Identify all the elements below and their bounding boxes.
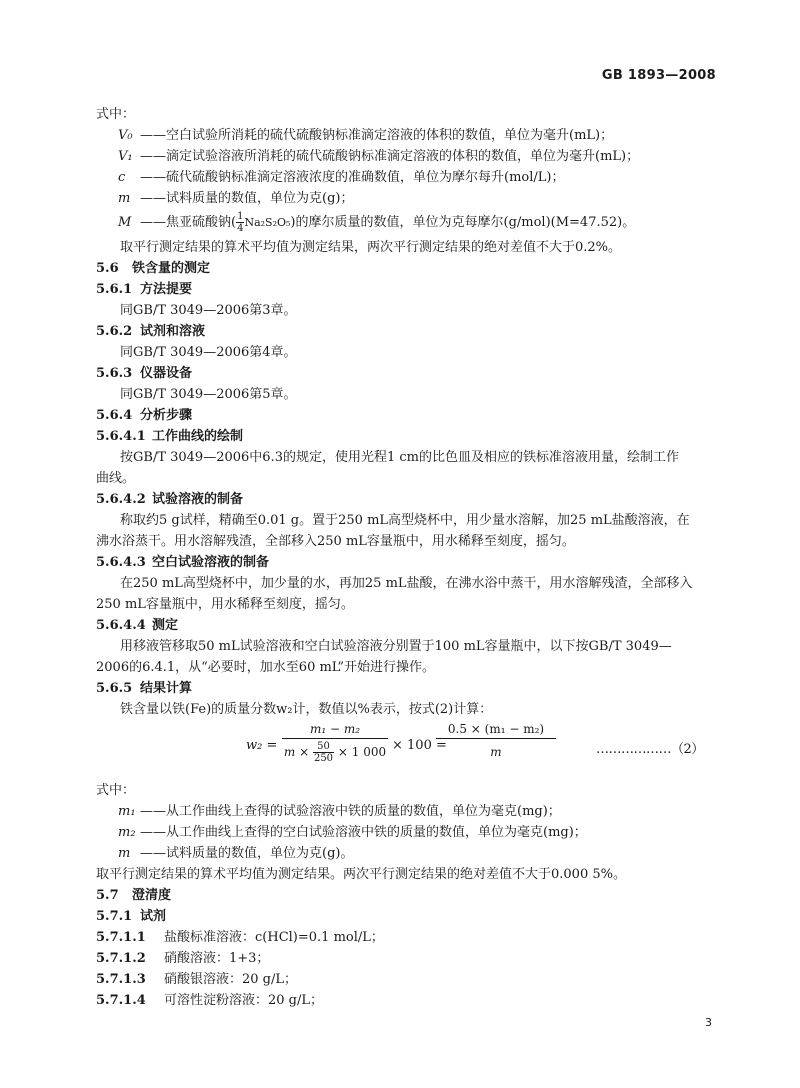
reagent-number: 5.7.1.4 [96, 993, 146, 1008]
definition-text-post: )的摩尔质量的数值，单位为克每摩尔(g/mol)(M=47.52)。 [290, 215, 636, 230]
section-body-5-6-3: 同GB/T 3049—2006第5章。 [120, 387, 297, 402]
definition-m [96, 188, 716, 209]
equation-middle: × 100 = [392, 738, 447, 753]
section-number: 5.6.5 [96, 681, 133, 696]
reagent-text: 盐酸标准溶液：c(HCl)=0.1 mol/L； [164, 930, 384, 945]
section-heading-5-6-2 [96, 321, 716, 342]
section-heading-5-7-1 [96, 906, 716, 927]
section-body-line: 2006的6.4.1，从“必要时，加水至60 mL”开始进行操作。 [96, 660, 435, 675]
definition-m-mass [96, 843, 716, 864]
definition-m1 [96, 801, 716, 822]
reagent-text: 硝酸溶液：1+3； [164, 951, 270, 966]
definition-text: ——从工作曲线上查得的试验溶液中铁的质量的数值，单位为毫克(mg)； [140, 804, 561, 819]
section-title: 空白试验溶液的制备 [152, 555, 270, 570]
equation-number: ………………（2） [596, 742, 704, 757]
reagent-item [96, 927, 716, 948]
equation-lhs: w₂ = [246, 738, 278, 753]
section-number: 5.6.4.2 [96, 492, 146, 507]
section-heading-5-7 [96, 885, 716, 906]
section-heading-5-6-4-4 [96, 615, 716, 636]
symbol: c [118, 170, 126, 185]
equation-fraction-2 [436, 722, 556, 759]
intro-label: 式中： [96, 107, 136, 122]
result-statement-2: 取平行测定结果的算术平均值为测定结果。两次平行测定结果的绝对差值不大于0.000 5%。 [96, 867, 626, 882]
fraction-numerator: 0.5 × (m₁ − m₂) [436, 722, 556, 739]
definition-text: ——试料质量的数值，单位为克(g)； [140, 191, 354, 206]
fraction-denominator [282, 739, 388, 764]
section-body-line: 曲线。 [96, 471, 136, 486]
definition-M [96, 209, 716, 237]
reagent-item [96, 969, 716, 990]
section-heading-5-6 [96, 258, 716, 279]
definition-text: ——空白试验所消耗的硫代硫酸钠标准滴定溶液的体积的数值，单位为毫升(mL)； [140, 128, 614, 143]
definition-text: ——滴定试验溶液所消耗的硫代硫酸钠标准滴定溶液的体积的数值，单位为毫升(mL)； [140, 149, 640, 164]
equation-2 [96, 722, 716, 774]
section-number: 5.6.4.1 [96, 429, 146, 444]
section-title: 试剂 [140, 909, 167, 924]
section-body-5-6-5: 铁含量以铁(Fe)的质量分数w₂计，数值以%表示，按式(2)计算： [120, 702, 493, 717]
reagent-number: 5.7.1.2 [96, 951, 146, 966]
section-title: 工作曲线的绘制 [152, 429, 244, 444]
section-body-line: 按GB/T 3049—2006中6.3的规定，使用光程1 cm的比色皿及相应的铁标准溶液用量，绘制工作 [120, 450, 679, 465]
chemical-formula: Na₂S₂O₅ [244, 216, 291, 229]
section-body-5-6-1: 同GB/T 3049—2006第3章。 [120, 303, 297, 318]
symbol: V₁ [118, 149, 133, 164]
fraction-denominator: 4 [237, 223, 244, 234]
section-heading-5-6-4-2 [96, 489, 716, 510]
definition-text: ——从工作曲线上查得的空白试验溶液中铁的质量的数值，单位为毫克(mg)； [140, 825, 587, 840]
section-number: 5.6.2 [96, 324, 133, 339]
definition-text: ——硫代硫酸钠标准滴定溶液浓度的准确数值，单位为摩尔每升(mol/L)； [140, 170, 565, 185]
denominator-pre: m × [283, 745, 310, 759]
reagent-text: 硝酸银溶液：20 g/L； [164, 972, 298, 987]
denominator-post: × 1 000 [337, 745, 387, 759]
section-number: 5.7 [96, 888, 119, 903]
section-body-line: 在250 mL高型烧杯中，加少量的水，再加25 mL盐酸，在沸水浴中蒸干，用水溶解残渣，全部移入 [120, 576, 693, 591]
section-title: 试剂和溶液 [140, 324, 206, 339]
standard-code-header: GB 1893—2008 [601, 68, 716, 83]
section-body-line: 250 mL容量瓶中，用水稀释至刻度，摇匀。 [96, 597, 354, 612]
reagent-item [96, 990, 716, 1011]
symbol: m₂ [118, 825, 136, 840]
fraction-denominator: m [490, 745, 502, 759]
section-title: 铁含量的测定 [132, 261, 211, 276]
reagent-text: 可溶性淀粉溶液：20 g/L； [164, 993, 324, 1008]
section-body-line: 用移液管移取50 mL试验溶液和空白试验溶液分别置于100 mL容量瓶中，以下按GB/T 3049— [120, 639, 672, 654]
symbol: M [118, 215, 132, 230]
symbol: m [118, 846, 131, 861]
section-title: 测定 [152, 618, 179, 633]
section-number: 5.6.3 [96, 366, 133, 381]
symbol: m [118, 191, 131, 206]
intro-label-2: 式中： [96, 783, 136, 798]
section-number: 5.6.4.3 [96, 555, 146, 570]
section-number: 5.6 [96, 261, 119, 276]
section-heading-5-6-4-3 [96, 552, 716, 573]
section-heading-5-6-5 [96, 678, 716, 699]
page-content [96, 104, 716, 1011]
result-statement-1: 取平行测定结果的算术平均值为测定结果，两次平行测定结果的绝对差值不大于0.2%。 [120, 240, 622, 255]
section-body-5-6-2: 同GB/T 3049—2006第4章。 [120, 345, 297, 360]
section-title: 结果计算 [140, 681, 193, 696]
inner-denominator: 250 [313, 753, 334, 764]
section-heading-5-6-3 [96, 363, 716, 384]
definition-c [96, 167, 716, 188]
section-number: 5.7.1 [96, 909, 133, 924]
section-title: 分析步骤 [140, 408, 193, 423]
section-title: 澄清度 [132, 888, 172, 903]
definition-v0 [96, 125, 716, 146]
section-heading-5-6-4 [96, 405, 716, 426]
fraction-numerator: 1 [237, 211, 244, 222]
page-number: 3 [705, 1016, 712, 1029]
symbol: m₁ [118, 804, 136, 819]
definition-text-pre: ——焦亚硫酸钠( [140, 215, 237, 230]
section-number: 5.6.4 [96, 408, 133, 423]
section-title: 方法提要 [140, 282, 193, 297]
equation-fraction-1 [282, 722, 388, 764]
inner-fraction [313, 741, 334, 764]
section-heading-5-6-1 [96, 279, 716, 300]
reagent-number: 5.7.1.1 [96, 930, 146, 945]
section-body-line: 称取约5 g试样，精确至0.01 g。置于250 mL高型烧杯中，用少量水溶解，加25 mL盐酸溶液，在 [120, 513, 690, 528]
inner-numerator: 50 [313, 741, 334, 753]
section-body-line: 沸水浴蒸干。用水溶解残渣，全部移入250 mL容量瓶中，用水稀释至刻度，摇匀。 [96, 534, 575, 549]
fraction-numerator: m₁ − m₂ [282, 722, 388, 739]
definition-v1 [96, 146, 716, 167]
definition-text: ——试料质量的数值，单位为克(g)。 [140, 846, 354, 861]
reagent-item [96, 948, 716, 969]
section-heading-5-6-4-1 [96, 426, 716, 447]
section-title: 试验溶液的制备 [152, 492, 244, 507]
section-number: 5.6.1 [96, 282, 133, 297]
section-title: 仪器设备 [140, 366, 193, 381]
reagent-number: 5.7.1.3 [96, 972, 146, 987]
section-number: 5.6.4.4 [96, 618, 146, 633]
symbol: V₀ [118, 128, 133, 143]
definition-m2 [96, 822, 716, 843]
